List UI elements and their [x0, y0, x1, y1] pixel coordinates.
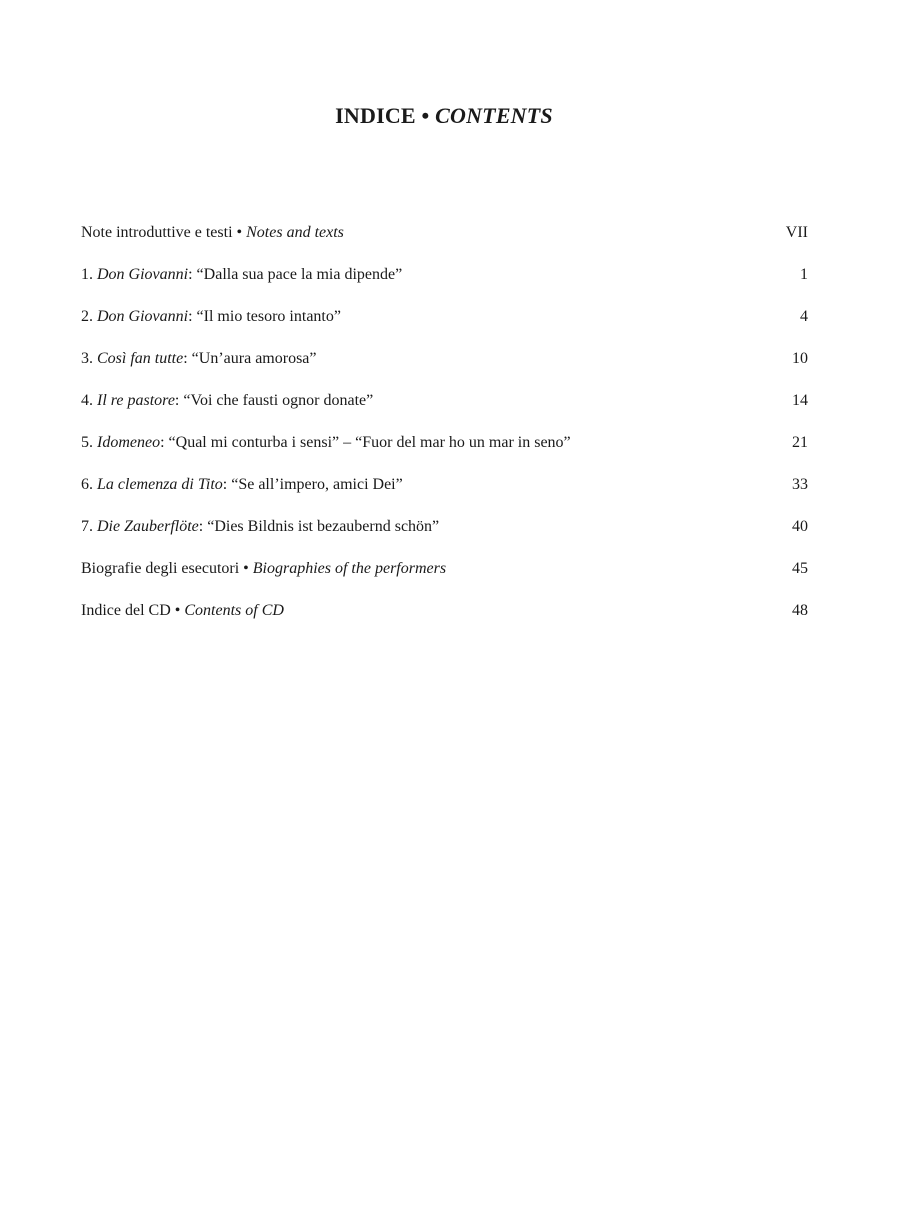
toc-entry-title — [81, 513, 439, 541]
toc-row — [81, 387, 808, 429]
toc-entry-segment: : “Voi che fausti ognor donate” — [174, 392, 374, 409]
toc-row — [81, 345, 808, 387]
toc-entry-italic-segment: Die Zauberflöte — [97, 518, 199, 535]
toc-row — [81, 219, 808, 261]
toc-entry-segment: : “Dies Bildnis ist bezaubernd schön” — [198, 518, 440, 535]
toc-entry-italic-segment: Così fan tutte — [97, 350, 184, 367]
toc-row — [81, 597, 808, 639]
toc-entry-segment: 2. — [81, 308, 97, 325]
toc-entry-segment: 7. — [81, 518, 97, 535]
toc-entry-segment: : “Dalla sua pace la mia dipende” — [188, 266, 403, 283]
toc-page-number: 48 — [792, 602, 808, 619]
toc-entry-segment: Biografie degli esecutori • — [81, 560, 253, 577]
toc-entry-segment: 4. — [81, 392, 97, 409]
toc-row — [81, 261, 808, 303]
toc-entry-title — [81, 387, 373, 415]
toc-entry-title — [81, 429, 571, 457]
toc-page-number: VII — [785, 224, 808, 241]
toc-entry-title — [81, 261, 402, 289]
toc-row — [81, 303, 808, 345]
page-title — [0, 103, 888, 129]
toc-entry-italic-segment: Contents of CD — [184, 602, 284, 619]
toc-entry-title — [81, 597, 284, 625]
toc-page-number: 14 — [792, 392, 808, 409]
toc-entry-segment: Note introduttive e testi • — [81, 224, 247, 241]
toc-entry-italic-segment: La clemenza di Tito — [97, 476, 223, 493]
toc-page-number: 4 — [800, 308, 808, 325]
toc-entry-italic-segment: Il re pastore — [97, 392, 175, 409]
toc-page-number: 21 — [792, 434, 808, 451]
toc-entry-italic-segment: Don Giovanni — [97, 308, 189, 325]
toc-entry-title — [81, 555, 446, 583]
toc-entry-segment: : “Un’aura amorosa” — [183, 350, 317, 367]
toc-entry-title — [81, 303, 341, 331]
toc-row — [81, 471, 808, 513]
toc-row — [81, 555, 808, 597]
toc-entry-segment: 1. — [81, 266, 97, 283]
toc-entry-segment: 6. — [81, 476, 97, 493]
toc-page-number: 45 — [792, 560, 808, 577]
toc-row — [81, 513, 808, 555]
toc-page-number: 10 — [792, 350, 808, 367]
toc-entry-segment: Indice del CD • — [81, 602, 185, 619]
title-alt: CONTENTS — [435, 103, 553, 128]
toc-entry-segment: : “Il mio tesoro intanto” — [188, 308, 341, 325]
toc-page-number: 33 — [792, 476, 808, 493]
toc-page-number: 1 — [800, 266, 808, 283]
table-of-contents — [81, 219, 808, 639]
toc-entry-italic-segment: Idomeneo — [97, 434, 161, 451]
toc-entry-segment: 5. — [81, 434, 97, 451]
title-separator: • — [415, 103, 436, 128]
toc-row — [81, 429, 808, 471]
toc-entry-italic-segment: Don Giovanni — [97, 266, 189, 283]
toc-entry-segment: 3. — [81, 350, 97, 367]
toc-entry-title — [81, 345, 317, 373]
toc-entry-italic-segment: Biographies of the performers — [252, 560, 447, 577]
title-main: INDICE — [335, 103, 416, 128]
toc-entry-title — [81, 471, 403, 499]
toc-entry-segment: : “Se all’impero, amici Dei” — [222, 476, 403, 493]
toc-entry-segment: : “Qual mi conturba i sensi” – “Fuor del mar ho un mar in seno” — [160, 434, 571, 451]
toc-page-number: 40 — [792, 518, 808, 535]
toc-entry-italic-segment: Notes and texts — [246, 224, 344, 241]
toc-entry-title — [81, 219, 344, 247]
